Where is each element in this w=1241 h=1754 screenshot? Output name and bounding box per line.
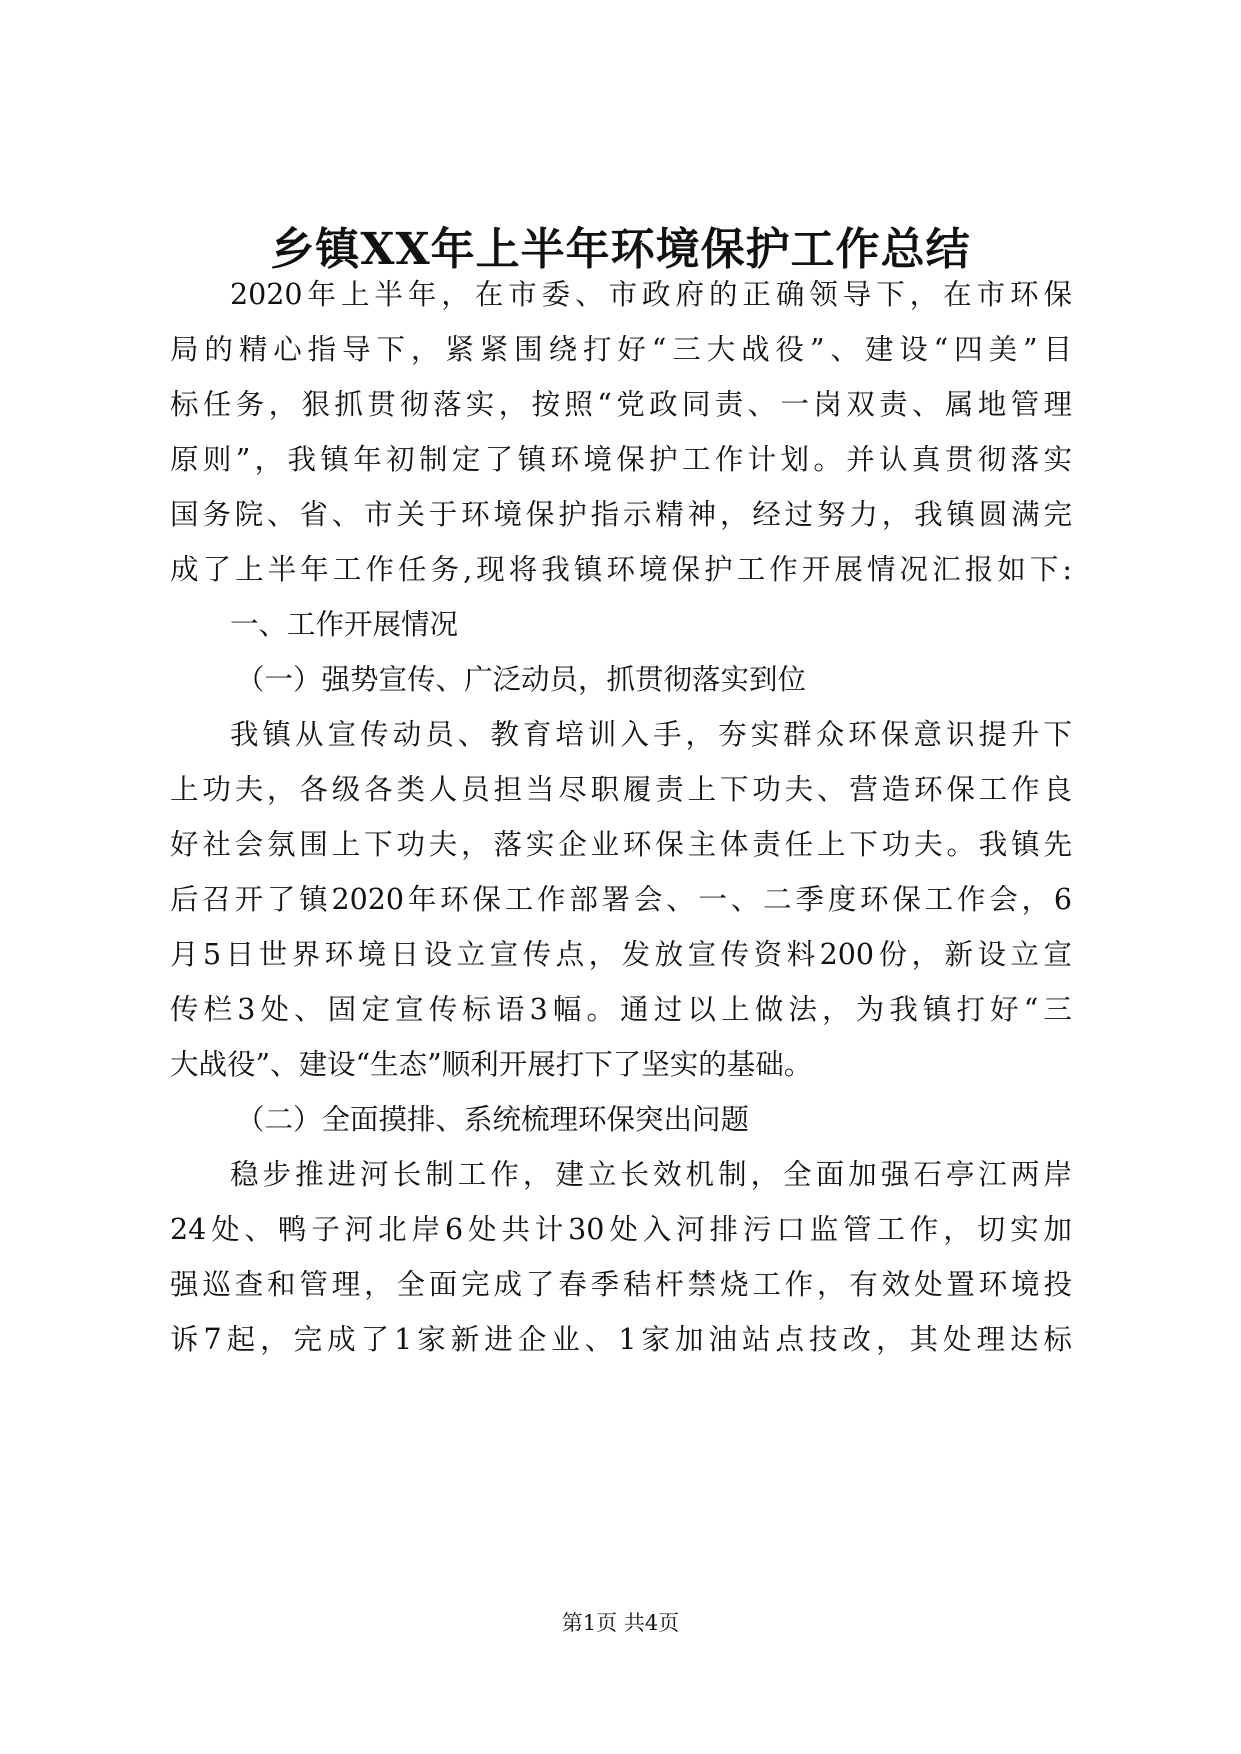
subsection-heading: （一）强势宣传、广泛动员，抓贯彻落实到位	[236, 663, 807, 696]
paragraph-line: 稳步推进河长制工作，建立长效机制，全面加强石亭江两岸	[230, 1158, 1072, 1191]
paragraph-line: 国务院、省、市关于环境保护指示精神，经过努力，我镇圆满完	[170, 498, 1072, 531]
page-footer: 第1页 共4页	[561, 1611, 680, 1635]
paragraph-line: 原则”，我镇年初制定了镇环境保护工作计划。并认真贯彻落实	[170, 443, 1072, 476]
paragraph-line: 成了上半年工作任务,现将我镇环境保护工作开展情况汇报如下:	[170, 553, 1072, 586]
paragraph-line: 24处、鸭子河北岸6处共计30处入河排污口监管工作，切实加	[170, 1213, 1072, 1246]
paragraph-line: 好社会氛围上下功夫，落实企业环保主体责任上下功夫。我镇先	[170, 828, 1072, 861]
subsection-heading: （二）全面摸排、系统梳理环保突出问题	[236, 1103, 750, 1136]
paragraph-line: 局的精心指导下，紧紧围绕打好“三大战役”、建设“四美”目	[170, 333, 1072, 366]
paragraph-line: 2020年上半年，在市委、市政府的正确领导下，在市环保	[230, 278, 1072, 311]
paragraph-line: 月5日世界环境日设立宣传点，发放宣传资料200份，新设立宣	[170, 938, 1072, 971]
paragraph-line: 强巡查和管理，全面完成了春季秸杆禁烧工作，有效处置环境投	[170, 1268, 1072, 1301]
paragraph-line: 标任务，狠抓贯彻落实，按照“党政同责、一岗双责、属地管理	[170, 388, 1072, 421]
paragraph-line: 后召开了镇2020年环保工作部署会、一、二季度环保工作会，6	[170, 883, 1072, 916]
paragraph-line: 上功夫，各级各类人员担当尽职履责上下功夫、营造环保工作良	[170, 773, 1072, 806]
paragraph-line: 传栏3处、固定宣传标语3幅。通过以上做法，为我镇打好“三	[170, 993, 1072, 1026]
document-title: 乡镇XX年上半年环境保护工作总结	[270, 224, 971, 275]
section-heading: 一、工作开展情况	[230, 608, 459, 641]
paragraph-line: 我镇从宣传动员、教育培训入手，夯实群众环保意识提升下	[230, 718, 1072, 751]
paragraph-line: 诉7起，完成了1家新进企业、1家加油站点技改，其处理达标	[170, 1323, 1072, 1356]
paragraph-line: 大战役”、建设“生态”顺利开展打下了坚实的基础。	[170, 1048, 813, 1081]
